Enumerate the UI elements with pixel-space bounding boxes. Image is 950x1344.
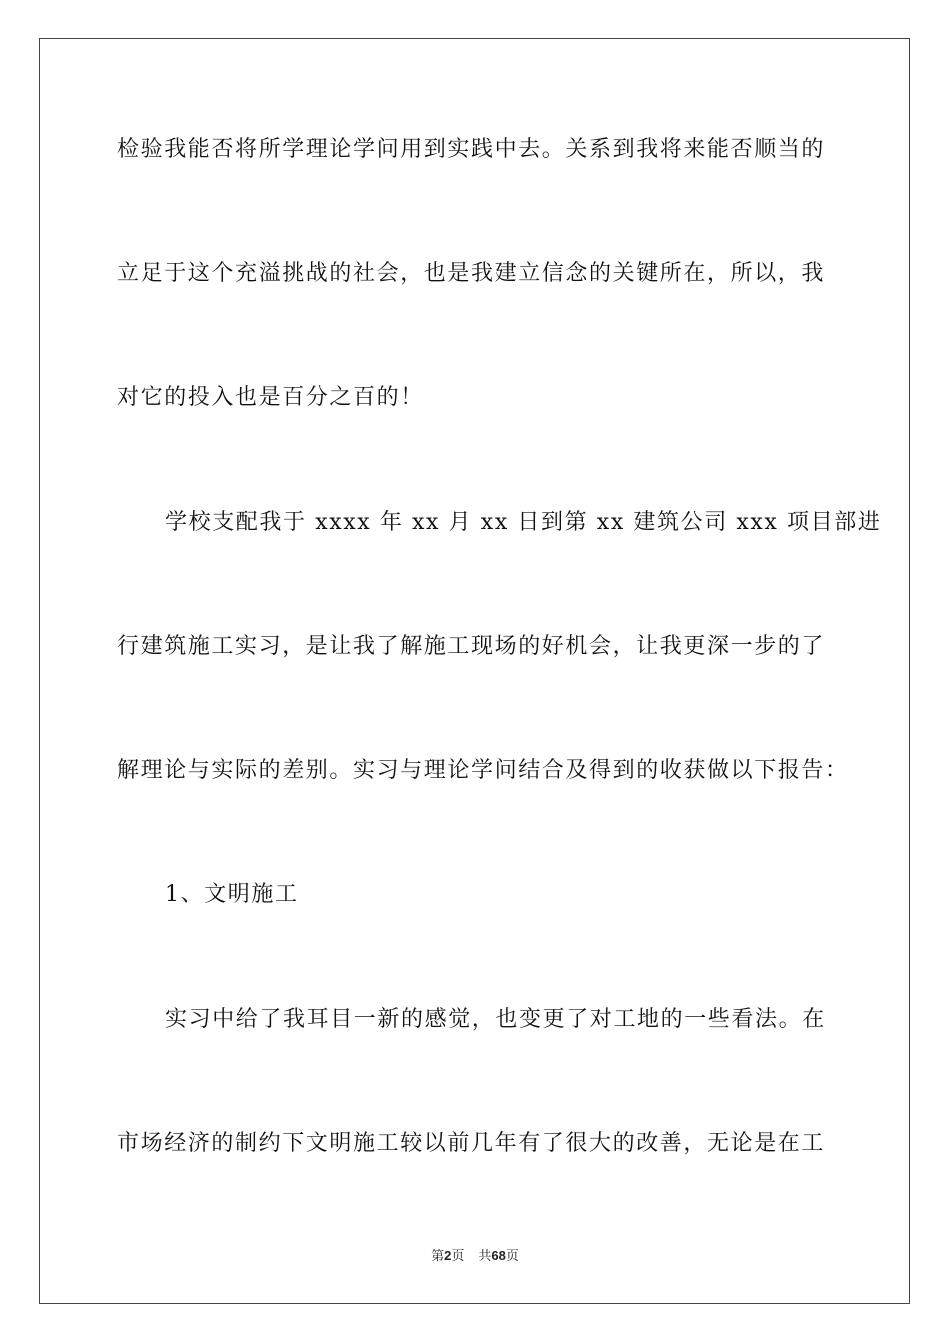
section-heading: 1、文明施工 (165, 882, 299, 907)
paragraph-line: 学校支配我于 xxxx 年 xx 月 xx 日到第 xx 建筑公司 xxx 项目部进 (165, 510, 882, 535)
paragraph-line: 行建筑施工实习，是让我了解施工现场的好机会，让我更深一步的了 (117, 634, 826, 659)
paragraph-line: 解理论与实际的差别。实习与理论学问结合及得到的收获做以下报告： (117, 758, 849, 783)
paragraph-line: 立足于这个充溢挑战的社会，也是我建立信念的关键所在，所以，我 (117, 261, 826, 286)
page-suffix: 页 (451, 1249, 465, 1264)
paragraph-line: 市场经济的制约下文明施工较以前几年有了很大的改善，无论是在工 (117, 1131, 826, 1156)
paragraph-line: 检验我能否将所学理论学问用到实践中去。关系到我将来能否顺当的 (117, 137, 826, 162)
page-number: 2 (444, 1248, 452, 1263)
paragraph-line: 实习中给了我耳目一新的感觉，也变更了对工地的一些看法。在 (165, 1007, 826, 1032)
total-prefix: 共 (478, 1249, 492, 1264)
paragraph-line: 对它的投入也是百分之百的！ (117, 385, 424, 410)
page-footer (0, 1247, 950, 1266)
page-prefix: 第 (431, 1249, 445, 1264)
total-pages: 68 (491, 1248, 506, 1263)
page-border (39, 38, 910, 1304)
total-suffix: 页 (505, 1249, 519, 1264)
